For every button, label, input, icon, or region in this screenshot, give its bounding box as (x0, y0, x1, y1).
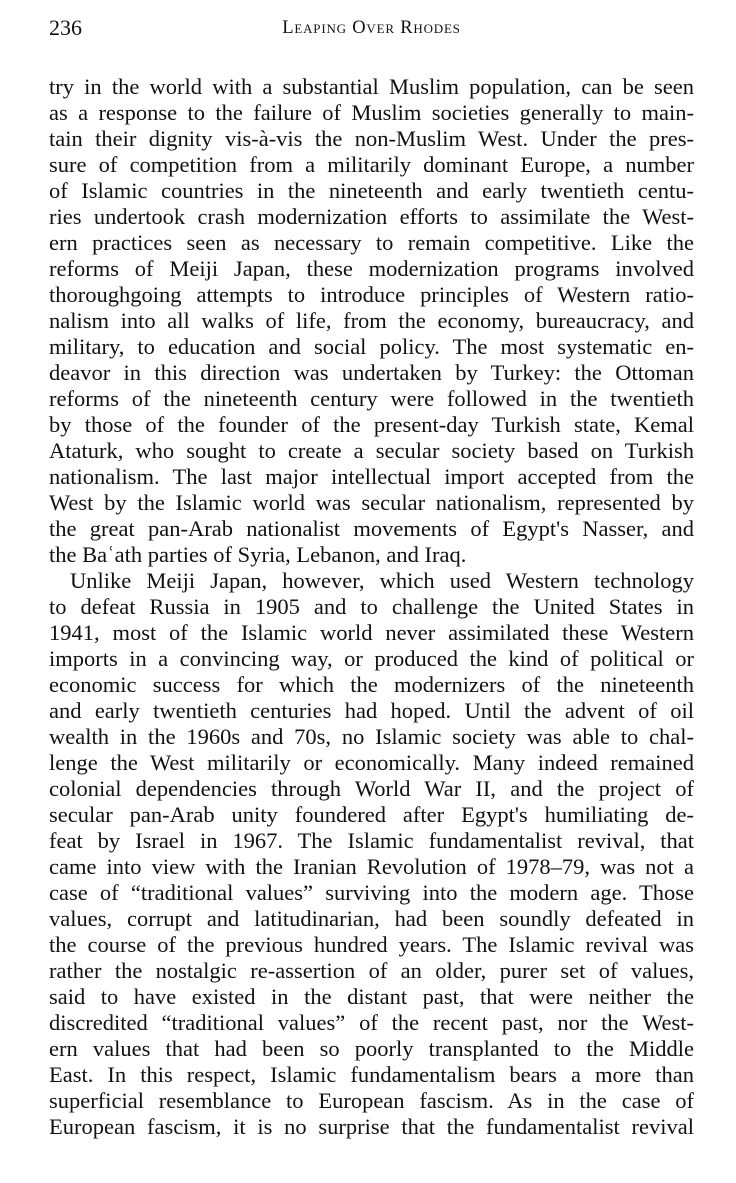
text-line: said to have existed in the distant past, that were neither the (49, 984, 694, 1009)
text-line: the Baʿath parties of Syria, Lebanon, and Iraq. (49, 542, 467, 567)
text-line: deavor in this direction was undertaken by Turkey: the Ottoman (49, 360, 694, 385)
text-line: colonial dependencies through World War II, and the project of (49, 776, 694, 801)
text-line: military, to education and social policy. The most systematic en- (49, 334, 694, 359)
text-line: Ataturk, who sought to create a secular society based on Turkish (49, 438, 694, 463)
text-line: feat by Israel in 1967. The Islamic fundamentalist revival, that (49, 828, 694, 853)
text-line: European fascism, it is no surprise that the fundamentalist revival (49, 1114, 694, 1139)
text-line: to defeat Russia in 1905 and to challenge the United States in (49, 594, 694, 619)
text-line: ries undertook crash modernization efforts to assimilate the West- (49, 204, 694, 229)
paragraph-1 (49, 74, 694, 568)
text-line: superficial resemblance to European fascism. As in the case of (49, 1088, 694, 1113)
text-line: case of “traditional values” surviving into the modern age. Those (49, 880, 694, 905)
text-line: tain their dignity vis-à-vis the non-Muslim West. Under the pres- (49, 126, 694, 151)
text-line: reforms of Meiji Japan, these modernization programs involved (49, 256, 694, 281)
body-text (49, 74, 694, 1140)
text-line: try in the world with a substantial Muslim population, can be seen (49, 74, 694, 99)
text-line: Unlike Meiji Japan, however, which used Western technology (70, 568, 694, 593)
text-line: nalism into all walks of life, from the economy, bureaucracy, and (49, 308, 694, 333)
text-line: as a response to the failure of Muslim societies generally to main- (49, 100, 694, 125)
text-line: reforms of the nineteenth century were followed in the twentieth (49, 386, 694, 411)
text-line: sure of competition from a militarily dominant Europe, a number (49, 152, 694, 177)
text-line: discredited “traditional values” of the recent past, nor the West- (49, 1010, 694, 1035)
text-line: ern practices seen as necessary to remain competitive. Like the (49, 230, 694, 255)
text-line: imports in a convincing way, or produced the kind of political or (49, 646, 694, 671)
text-line: economic success for which the modernizers of the nineteenth (49, 672, 694, 697)
text-line: came into view with the Iranian Revolution of 1978–79, was not a (49, 854, 694, 879)
text-line: lenge the West militarily or economically. Many indeed remained (49, 750, 694, 775)
paragraph-2 (49, 568, 694, 1140)
text-line: ern values that had been so poorly transplanted to the Middle (49, 1036, 694, 1061)
text-line: secular pan-Arab unity foundered after Egypt's humiliating de- (49, 802, 694, 827)
text-line: the course of the previous hundred years. The Islamic revival was (49, 932, 694, 957)
page-number: 236 (49, 15, 82, 40)
text-line: wealth in the 1960s and 70s, no Islamic society was able to chal- (49, 724, 694, 749)
text-line: values, corrupt and latitudinarian, had been soundly defeated in (49, 906, 694, 931)
text-line: East. In this respect, Islamic fundamentalism bears a more than (49, 1062, 694, 1087)
text-line: and early twentieth centuries had hoped. Until the advent of oil (49, 698, 694, 723)
text-line: rather the nostalgic re-assertion of an older, purer set of values, (49, 958, 694, 983)
text-line: by those of the founder of the present-day Turkish state, Kemal (49, 412, 694, 437)
running-head: Leaping Over Rhodes (282, 18, 461, 38)
text-line: thoroughgoing attempts to introduce principles of Western ratio- (49, 282, 694, 307)
text-line: of Islamic countries in the nineteenth and early twentieth centu- (49, 178, 694, 203)
page-header (49, 13, 694, 43)
text-line: the great pan-Arab nationalist movements of Egypt's Nasser, and (49, 516, 694, 541)
text-line: 1941, most of the Islamic world never assimilated these Western (49, 620, 694, 645)
text-line: West by the Islamic world was secular nationalism, represented by (49, 490, 694, 515)
text-line: nationalism. The last major intellectual import accepted from the (49, 464, 694, 489)
